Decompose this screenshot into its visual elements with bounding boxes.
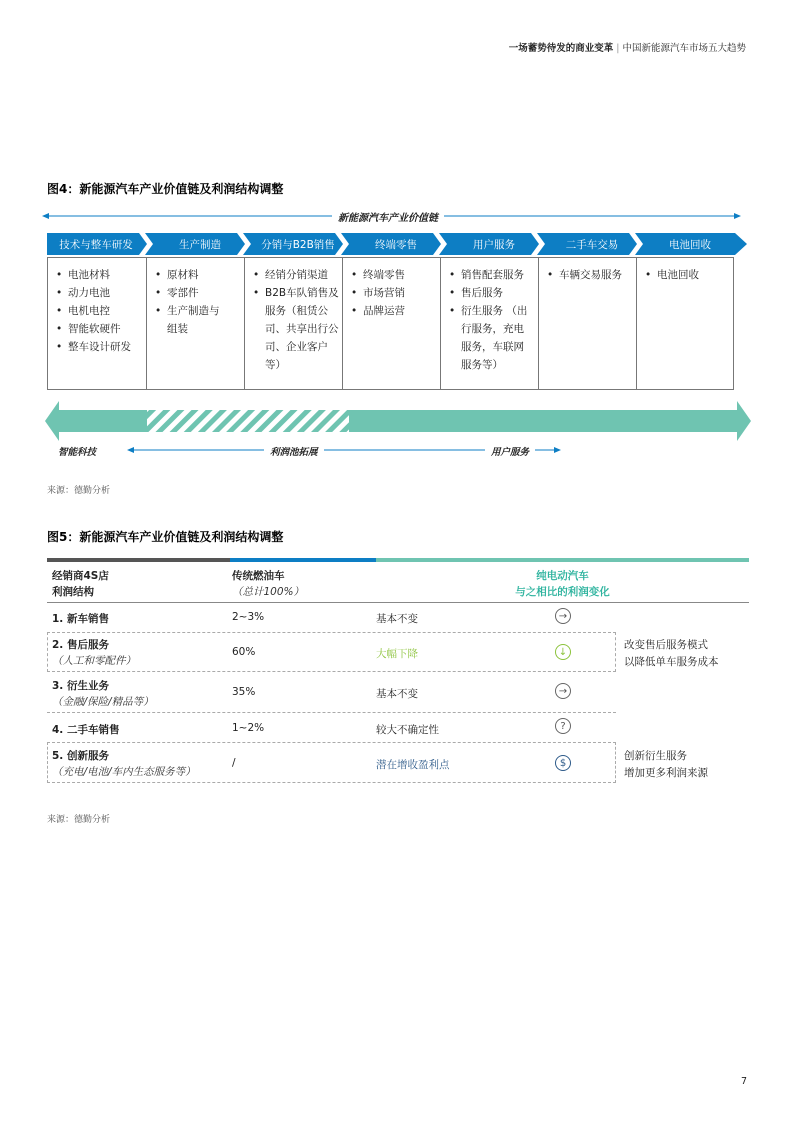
question-icon: ? (555, 718, 571, 734)
profit-band (45, 401, 751, 441)
row3-label: 3. 衍生业务 （金融/保险/精品等） (52, 680, 154, 708)
note-innovation: 创新衍生服务 增加更多利润来源 (624, 750, 708, 779)
col-header-bev (490, 568, 635, 600)
row2-change: 大幅下降 (376, 648, 418, 660)
row4-value: 1~2% (232, 722, 265, 734)
running-header (509, 40, 746, 54)
row4-label: 4. 二手车销售 (52, 724, 120, 736)
fig4-source: 来源：德勤分析 (47, 486, 111, 496)
col-header-structure (52, 568, 109, 600)
stage-used-car: 二手车交易 (565, 238, 619, 251)
row3-value: 35% (232, 686, 256, 698)
header-bar-blue (230, 558, 376, 562)
page-number: 7 (740, 1076, 747, 1087)
stage-col-battery (636, 257, 734, 390)
stage-col-user-service (440, 257, 539, 390)
value-chain-label: 新能源汽车产业价值链 (332, 209, 444, 224)
col-header-ice (232, 568, 304, 600)
list-item: • 品牌运营 (351, 302, 440, 320)
list-item: • 衍生服务 （出行服务，充电服务，车联网服务等） (449, 302, 533, 374)
col-header-ice-l2: （总计100%） (232, 586, 305, 598)
row1-value: 2~3% (232, 611, 265, 623)
stage-battery-recycle: 电池回收 (669, 238, 711, 251)
list-item: • 生产制造与组装 (155, 302, 227, 338)
fig4-title: 图4：新能源汽车产业价值链及利润结构调整 (47, 182, 284, 196)
stage-user-service: 用户服务 (473, 238, 515, 251)
row-separator (47, 712, 616, 713)
list-item: • 经销分销渠道 (253, 266, 334, 284)
header-bold: 一场蓄势待发的商业变革 (508, 43, 614, 54)
list-item: • 整车设计研发 (56, 338, 146, 356)
header-normal: 中国新能源汽车市场五大趋势 (622, 43, 746, 54)
col-header-structure-l1: 经销商4S店 (52, 570, 109, 582)
list-item: • B2B车队销售及服务（租赁公司、共享出行公司、企业客户等） (253, 284, 340, 374)
band-label-tech: 智能科技 (58, 447, 97, 458)
header-bar-dark (47, 558, 230, 562)
stage-rnd: 技术与整车研发 (59, 238, 133, 251)
list-item: • 销售配套服务 (449, 266, 530, 284)
col-header-structure-l2: 利润结构 (52, 586, 94, 598)
stage-col-retail (342, 257, 441, 390)
list-item: • 智能软硬件 (56, 320, 146, 338)
list-item: • 电机电控 (56, 302, 146, 320)
header-separator: | (616, 43, 620, 54)
stage-col-used-car (538, 257, 637, 390)
header-divider (47, 602, 749, 603)
dollar-icon: $ (555, 755, 571, 771)
band-label-profit-pool: 利润池拓展 (264, 444, 324, 458)
list-item: • 零部件 (155, 284, 236, 302)
note-aftersales: 改变售后服务模式 以降低单车服务成本 (624, 639, 719, 668)
list-item: • 动力电池 (56, 284, 146, 302)
stage-manufacturing: 生产制造 (179, 238, 221, 251)
list-item: • 电池回收 (645, 266, 733, 284)
stage-col-rnd (47, 257, 147, 390)
row5-change: 潜在增收盈利点 (376, 759, 450, 771)
list-item: • 电池材料 (56, 266, 146, 284)
col-header-bev-l2: 与之相比的利润变化 (515, 586, 610, 598)
row1-label: 1. 新车销售 (52, 613, 109, 625)
col-header-bev-l1: 纯电动汽车 (536, 570, 589, 582)
header-bar-teal (376, 558, 749, 562)
fig5-source: 来源：德勤分析 (47, 815, 111, 825)
stage-distribution: 分销与B2B销售 (261, 238, 335, 251)
list-item: • 原材料 (155, 266, 236, 284)
row5-value: / (232, 757, 236, 769)
stage-col-manufacturing (146, 257, 245, 390)
col-header-ice-l1: 传统燃油车 (232, 570, 285, 582)
row2-label: 2. 售后服务 （人工和零配件） (52, 639, 136, 667)
stage-retail: 终端零售 (375, 238, 417, 251)
list-item: • 终端零售 (351, 266, 440, 284)
row5-label: 5. 创新服务 （充电/电池/车内生态服务等） (52, 750, 196, 778)
arrow-right-icon: → (555, 683, 571, 699)
row1-change: 基本不变 (376, 613, 418, 625)
list-item: • 售后服务 (449, 284, 530, 302)
stage-col-distribution (244, 257, 343, 390)
list-item: • 车辆交易服务 (547, 266, 636, 284)
row3-change: 基本不变 (376, 688, 418, 700)
fig5-title: 图5：新能源汽车产业价值链及利润结构调整 (47, 530, 284, 544)
row2-value: 60% (232, 646, 256, 658)
list-item: • 市场营销 (351, 284, 440, 302)
row4-change: 较大不确定性 (376, 724, 439, 736)
arrow-right-icon: → (555, 608, 571, 624)
band-label-user-service: 用户服务 (485, 444, 535, 458)
arrow-down-icon: ↓ (555, 644, 571, 660)
